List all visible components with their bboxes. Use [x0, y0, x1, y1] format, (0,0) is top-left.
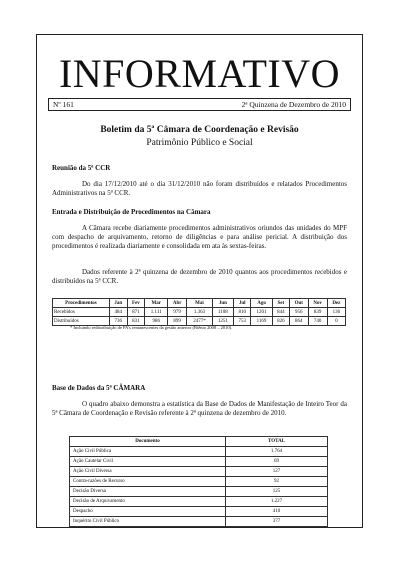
table-header-cell: Abr [168, 299, 187, 308]
table-header-cell: Procedimentos [53, 299, 110, 308]
issue-period: 2ª Quinzena de Dezembro de 2010 [241, 100, 346, 109]
section-heading-database: Base de Dados da 5ª CÂMARA [52, 384, 146, 392]
table-row [70, 507, 328, 517]
table-cell: 2477* [187, 317, 212, 326]
table-cell: 1.363 [187, 308, 212, 317]
table-cell: 92 [226, 477, 328, 487]
table-cell: 377 [226, 517, 328, 527]
table-footnote: * Incluindo redistribuição de PA's remanescentes da gestão anterior (Biênio 2008 – 2010). [70, 325, 233, 330]
table-header-cell: Mai [187, 299, 212, 308]
section-heading-meeting: Reunião da 5ª CCR [52, 164, 111, 172]
table-cell: 871 [127, 308, 145, 317]
section-text-database: O quadro abaixo demonstra a estatística da Base de Dados de Manifestação de Inteiro Teor da 5ª Câmara de Coordenação e Revisão referente à 2ª quinzena de dezembro de 2010. [52, 400, 347, 417]
table-cell: Distribuídos [53, 317, 110, 326]
table-cell: 979 [168, 308, 187, 317]
section-heading-procedures: Entrada e Distribuição de Procedimentos na Câmara [52, 208, 211, 216]
section-text-meeting: Do dia 17/12/2010 até o dia 31/12/2010 não foram distribuídos e relatados Procedimentos Administrativos na 5ª CCR. [52, 180, 347, 197]
table-cell: Decisão Diversa [70, 487, 226, 497]
bulletin-subtitle: Patrimônio Público e Social [146, 138, 253, 148]
table-header-cell: Jul [234, 299, 251, 308]
table-cell: Recebidos [53, 308, 110, 317]
table-header-row [70, 437, 328, 447]
section-text-procedures-data: Dados referente à 2ª quinzena de dezembro de 2010 quantos aos procedimentos recebidos e distribuídos na 5ª CCR. [52, 268, 347, 285]
table-cell: 1.111 [145, 308, 168, 317]
table-row [70, 487, 328, 497]
table-cell: 0 [327, 317, 345, 326]
bulletin-title: Boletim da 5ª Câmara de Coordenação e Revisão [100, 125, 299, 135]
table-cell: 1108 [212, 308, 233, 317]
table-cell: 1251 [212, 317, 233, 326]
table-row [70, 447, 328, 457]
table-header-cell: Set [272, 299, 289, 308]
table-cell: 753 [234, 317, 251, 326]
table-cell: 899 [168, 317, 187, 326]
table-cell: 826 [272, 317, 289, 326]
table-row [70, 497, 328, 507]
table-header-cell: Jan [109, 299, 127, 308]
table-cell: 1.227 [226, 497, 328, 507]
table-header-cell: Mar [145, 299, 168, 308]
table-header-cell: Documento [70, 437, 226, 447]
table-cell: 1201 [251, 308, 272, 317]
table-cell: 810 [234, 308, 251, 317]
page-title: INFORMATIVO [58, 51, 341, 96]
table-header-row [53, 299, 346, 308]
table-cell: 736 [109, 317, 127, 326]
table-cell: 844 [272, 308, 289, 317]
table-cell: 69 [226, 457, 328, 467]
table-cell: Despacho [70, 507, 226, 517]
procedures-table [52, 298, 346, 326]
table-header-cell: Fev [127, 299, 145, 308]
table-cell: 740 [308, 317, 327, 326]
table-cell: Ação Civil Pública [70, 447, 226, 457]
table-cell: 125 [226, 487, 328, 497]
table-cell: Ação Cautelar Civil [70, 457, 226, 467]
table-row [53, 308, 346, 317]
table-cell: Ação Civil Diversa [70, 467, 226, 477]
table-row [70, 467, 328, 477]
table-cell: 831 [127, 317, 145, 326]
table-cell: 839 [308, 308, 327, 317]
table-cell: 1.764 [226, 447, 328, 457]
table-cell: Decisão de Arquivamento [70, 497, 226, 507]
table-cell: Contra-razões de Recurso [70, 477, 226, 487]
table-header-cell: Out [289, 299, 308, 308]
table-header-cell: Dez [327, 299, 345, 308]
table-cell: 1169 [251, 317, 272, 326]
issue-number: Nº 161 [53, 100, 74, 109]
table-cell: 410 [226, 507, 328, 517]
table-row [70, 517, 328, 527]
table-cell: 136 [327, 308, 345, 317]
table-cell: 864 [289, 317, 308, 326]
table-header-cell: Jun [212, 299, 233, 308]
table-cell: 127 [226, 467, 328, 477]
table-cell: 986 [145, 317, 168, 326]
database-table [69, 436, 328, 527]
table-row [70, 477, 328, 487]
table-header-cell: Nov [308, 299, 327, 308]
table-cell: Inquérito Civil Público [70, 517, 226, 527]
table-cell: 956 [289, 308, 308, 317]
table-row [70, 457, 328, 467]
table-header-cell: Ago [251, 299, 272, 308]
section-text-procedures: A Câmara recebe diariamente procedimentos administrativos oriundos das unidades do MPF com despacho de arquivamento, retorno de diligências e para análise pericial. A distribuição dos procedimentos é realizada diariamente e consolidada em ata às sextas-feiras. [52, 224, 347, 250]
table-header-cell: TOTAL [226, 437, 328, 447]
issue-info-bar [48, 98, 351, 111]
table-cell: 484 [109, 308, 127, 317]
